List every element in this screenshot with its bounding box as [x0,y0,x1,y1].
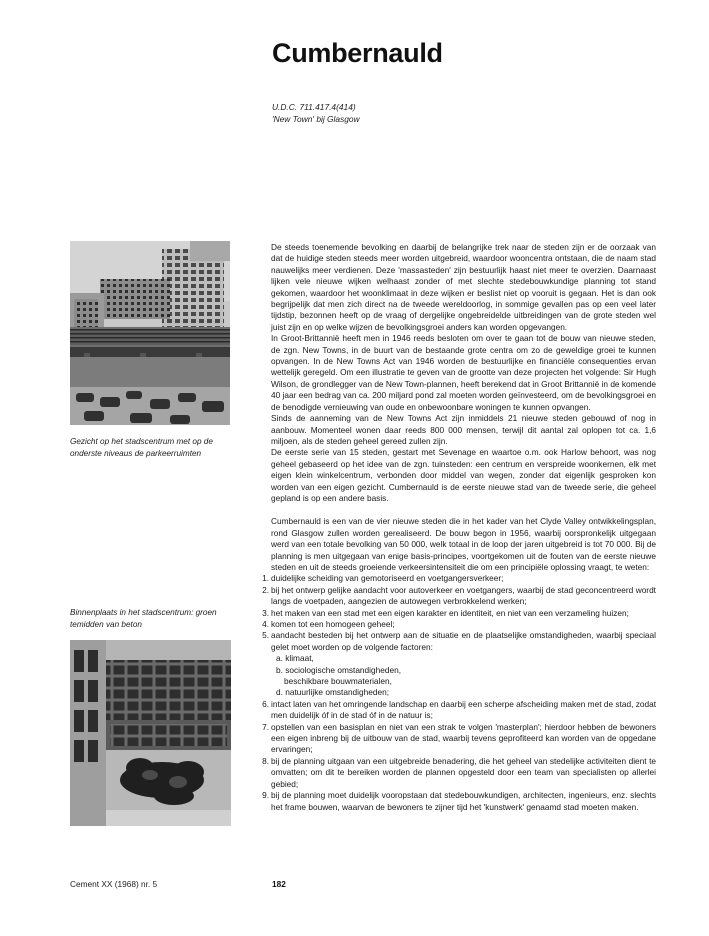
courtyard-photo [70,640,231,826]
list-number: 2. [262,584,269,595]
paragraph-gap [271,504,656,516]
list-number: 4. [262,619,269,629]
list-text: duidelijke scheiding van gemotoriseerd en voetgangersverkeer; [271,573,504,584]
list-item [262,790,656,813]
udc-code: U.D.C. 711.417.4(414) [272,102,356,112]
list-text: aandacht besteden bij het ontwerp aan de situatie en de plaatselijke omstandigheden, waarbij speciaal gelet moet worden op de volgende factoren: [271,630,656,652]
caption-line: Gezicht op het stadscentrum met op de [70,437,213,446]
article-title: Cumbernauld [272,38,443,68]
photo-caption-1 [70,436,213,459]
town-centre-photo-image [70,241,230,425]
list-text: intact laten van het omringende landschap en daarbij een scherpe afscheiding maken met de stad, zodat men duidelijk óf in de stad óf in de natuur is; [271,698,656,721]
list-number: 1. [262,573,269,584]
list-text: bij de planning moet duidelijk vooropstaan dat stedebouwkundigen, architecten, ingenieurs, enz. slechts het frame bouwen, waarvan de bewoners te zijner tijd het 'kunstwerk' genaamd stad moeten maken. [271,790,656,812]
body-paragraph: De eerste serie van 15 steden, gestart met Sevenage en waartoe o.m. ook Harlow behoort, was nog geheel gebaseerd op het idee van de zgn. tuinsteden: een centrum en verspreide woonkernen, elk met eigen klein winkelcentrum, verbonden door middel van wegen, zonder dat eigenlijk gesproken kon worden van een eigen gezicht. Cumbernauld is de eerste nieuwe stad van de tweede serie, die geheel gepland is op een andere basis. [271,447,656,503]
list-number: 7. [262,721,269,732]
body-paragraph: Sinds de aanneming van de New Towns Act zijn inmiddels 21 nieuwe steden gebouwd of nog in aanbouw. Momenteel wonen daar reeds 800 000 mensen, terwijl dit aantal zal oplopen tot ca. 1,6 miljoen, als de steden geheel gereed zullen zijn. [271,413,656,446]
list-text: bij de planning uitgaan van een uitgebreide benadering, die het geheel van stedelijke activiteiten dient te omvatten; om dit te bereiken worden de plannen opgesteld door een team van specialisten op allerlei gebied; [271,755,656,789]
list-item [262,721,656,756]
caption-line: onderste niveaus de parkeerruimten [70,448,202,458]
body-paragraph: In Groot-Brittannië heeft men in 1946 reeds besloten om over te gaan tot de bouw van nieuwe steden, de zgn. New Towns, in de buurt van de bestaande grote centra om zo de geweldige groei te kunnen opvangen. In de New Towns Act van 1946 worden de bestuurlijke en financiële consequenties ervan wettelijk geregeld. Om een illustratie te geven van de grootte van deze projecten het volgende: Sir Hugh Wilson, de grondlegger van de New Town-plannen, heeft berekend dat in Groot Brittannië in de komende 40 jaar een bedrag van ca. 200 miljard pond zal moeten worden geïnvesteerd, om de bevolkingsgroei en de benodigde vernieuwing van oude en onbewoonbare woningen te kunnen opvangen. [271,333,656,412]
page-number: 182 [272,879,286,889]
list-item [262,607,656,619]
factor-item: a. klimaat, [276,653,314,664]
article-subtitle-block [272,101,360,125]
town-centre-photo [70,241,230,425]
caption-line: Binnenplaats in het stadscentrum: groen [70,608,217,617]
list-number: 9. [262,790,269,801]
list-number: 3. [262,607,269,618]
body-paragraph: De steeds toenemende bevolking en daarbij de belangrijke trek naar de steden zijn er de oorzaak van dat de huidige steden steeds meer worden uitgebreid, waardoor wooncentra ontstaan, die de naam stad nauwelijks meer verdienen. Deze 'massasteden' zijn bestuurlijk haast niet meer te overzien. Daarnaast lijken vele nieuwe wijken welhaast zonder of met slechte stedebouwkundige planning tot stand gekomen, waardoor het woonklimaat in deze wijken er beslist niet op vooruit is gegaan. Het is dan ook begrijpelijk dat men zich direct na de tweede wereldoorlog, in sommige gevallen pas op een veel later tijdstip, bezonnen heeft op de vraag of dergelijke ongebreidelde uitbreidingen van de grote steden wel juist zijn en op welke wijzen de bevolkingsgroei anders kan worden opgevangen. [271,242,656,332]
photo-caption-2 [70,607,217,630]
list-item [262,630,656,698]
list-number: 6. [262,698,269,709]
article-body [262,242,656,813]
factor-list [271,653,656,699]
list-item [262,619,656,630]
courtyard-photo-image [70,640,231,826]
list-text: het maken van een stad met een eigen karakter en identiteit, en niet van een verzameling huizen; [271,607,629,618]
list-number: 5. [262,630,269,641]
factor-item: d. natuurlijke omstandigheden; [276,687,390,698]
list-item [262,584,656,608]
list-text: komen tot een homogeen geheel; [271,619,395,629]
list-text: bij het ontwerp gelijke aandacht voor autoverkeer en voetgangers, waarbij de stad geconcentreerd wordt langs de voetpaden, aangezien de autowegen verbrokkelend werken; [271,584,656,607]
list-number: 8. [262,755,269,766]
journal-reference: Cement XX (1968) nr. 5 [70,879,158,889]
list-text: opstellen van een basisplan en niet van een strak te volgen 'masterplan'; hierdoor hebben de bewoners een eigen inbreng bij de uitbouw van de stad, waarbij tevens geprofiteerd kan worden van de opgedane ervaringen; [271,721,656,755]
factor-item: b. sociologische omstandigheden, [276,664,401,675]
article-subtitle: 'New Town' bij Glasgow [272,114,360,124]
list-item [262,698,656,722]
list-item [262,755,656,790]
factor-item: beschikbare bouwmaterialen, [284,676,392,687]
principles-list [262,573,656,813]
caption-line: temidden van beton [70,619,142,629]
list-item [262,573,656,584]
body-paragraph: Cumbernauld is een van de vier nieuwe steden die in het kader van het Clyde Valley ontwikkelingsplan, rond Glasgow zullen worden gerealiseerd. De bouw begon in 1956, waarbij oorspronkelijk uitgegaan werd van een totale bevolking van 50 000, welk totaal in de loop der jaren uitgebreid is tot 70 000. Bij de planning is men uitgegaan van enige basis-principes, voortgekomen uit de fouten van de eerste nieuwe steden en uit de steeds groeiende verkeersintensiteit die om een principiële oplossing vraagt, te weten: [271,516,656,572]
